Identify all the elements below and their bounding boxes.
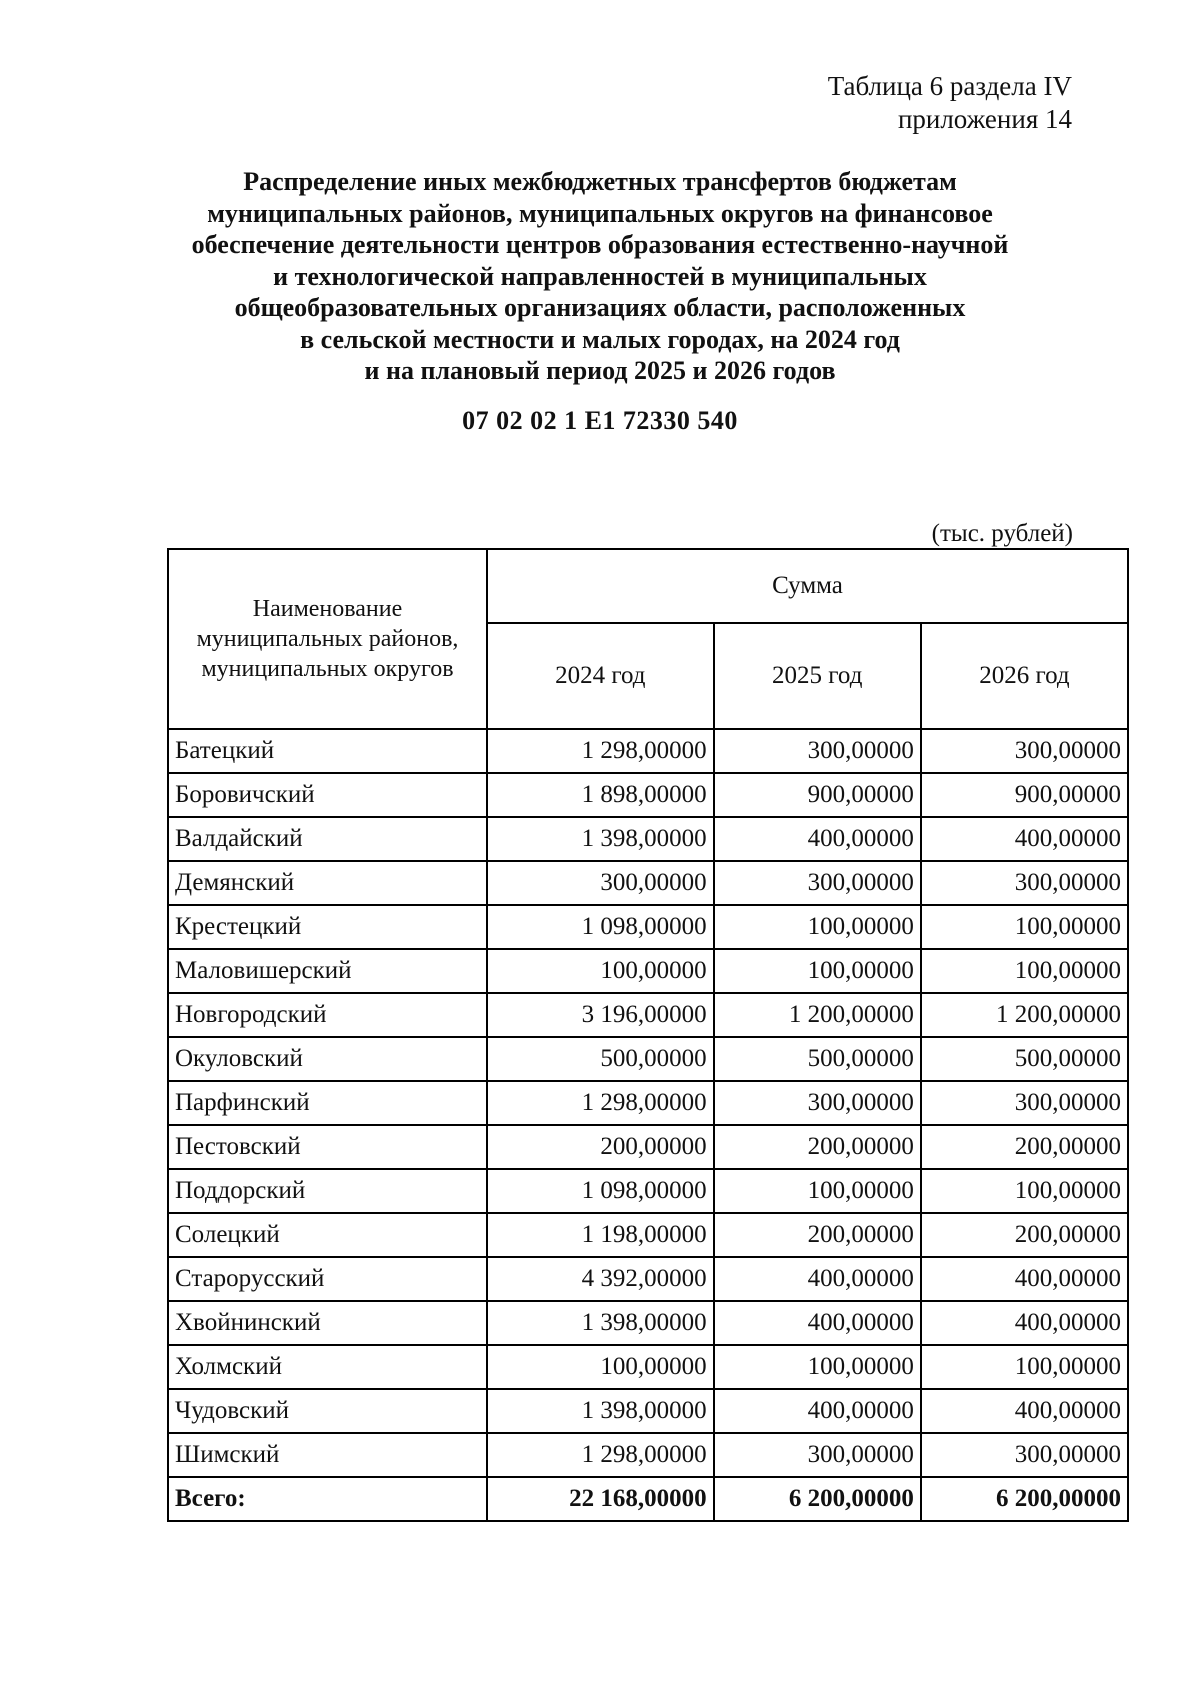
title-line: общеобразовательных организациях области, расположенных [234, 293, 966, 322]
municipality-name: Валдайский [168, 817, 487, 861]
table-row [168, 1433, 1128, 1477]
value-2026: 300,00000 [921, 1433, 1128, 1477]
value-2026: 400,00000 [921, 1389, 1128, 1433]
header-sum: Сумма [487, 549, 1128, 623]
value-2025: 400,00000 [714, 1389, 921, 1433]
value-2026: 100,00000 [921, 949, 1128, 993]
total-2025: 6 200,00000 [714, 1477, 921, 1521]
value-2026: 100,00000 [921, 1345, 1128, 1389]
value-2024: 200,00000 [487, 1125, 714, 1169]
table-row [168, 1213, 1128, 1257]
table-row [168, 729, 1128, 773]
value-2025: 1 200,00000 [714, 993, 921, 1037]
total-label: Всего: [168, 1477, 487, 1521]
value-2026: 500,00000 [921, 1037, 1128, 1081]
title-line: Распределение иных межбюджетных трансфертов бюджетам [243, 167, 957, 196]
value-2026: 300,00000 [921, 1081, 1128, 1125]
table-row [168, 1037, 1128, 1081]
municipality-name: Чудовский [168, 1389, 487, 1433]
value-2026: 100,00000 [921, 1169, 1128, 1213]
value-2024: 1 198,00000 [487, 1213, 714, 1257]
value-2025: 400,00000 [714, 1257, 921, 1301]
value-2024: 1 398,00000 [487, 1301, 714, 1345]
table-body [168, 729, 1128, 1521]
value-2025: 300,00000 [714, 1081, 921, 1125]
value-2024: 1 098,00000 [487, 1169, 714, 1213]
table-row [168, 1257, 1128, 1301]
value-2024: 1 398,00000 [487, 817, 714, 861]
municipality-name: Поддорский [168, 1169, 487, 1213]
value-2024: 100,00000 [487, 1345, 714, 1389]
municipality-name: Новгородский [168, 993, 487, 1037]
table-row [168, 817, 1128, 861]
value-2025: 200,00000 [714, 1125, 921, 1169]
value-2024: 3 196,00000 [487, 993, 714, 1037]
value-2024: 4 392,00000 [487, 1257, 714, 1301]
municipality-name: Пестовский [168, 1125, 487, 1169]
table-row [168, 1125, 1128, 1169]
municipality-name: Хвойнинский [168, 1301, 487, 1345]
title-line: муниципальных районов, муниципальных округов на финансовое [207, 198, 993, 228]
municipality-name: Демянский [168, 861, 487, 905]
municipality-name: Холмский [168, 1345, 487, 1389]
value-2025: 100,00000 [714, 949, 921, 993]
value-2025: 300,00000 [714, 861, 921, 905]
value-2026: 1 200,00000 [921, 993, 1128, 1037]
table-row [168, 1081, 1128, 1125]
value-2026: 300,00000 [921, 861, 1128, 905]
header-year-2025: 2025 год [714, 623, 921, 729]
municipality-name: Крестецкий [168, 905, 487, 949]
value-2024: 100,00000 [487, 949, 714, 993]
value-2026: 100,00000 [921, 905, 1128, 949]
municipality-name: Шимский [168, 1433, 487, 1477]
table-row [168, 1169, 1128, 1213]
total-2026: 6 200,00000 [921, 1477, 1128, 1521]
value-2025: 100,00000 [714, 1169, 921, 1213]
value-2026: 300,00000 [921, 729, 1128, 773]
municipality-name: Батецкий [168, 729, 487, 773]
value-2025: 500,00000 [714, 1037, 921, 1081]
title-line: и технологической направленностей в муниципальных [273, 261, 927, 291]
value-2025: 200,00000 [714, 1213, 921, 1257]
municipality-name: Маловишерский [168, 949, 487, 993]
table-row [168, 1345, 1128, 1389]
value-2025: 300,00000 [714, 729, 921, 773]
municipality-name: Боровичский [168, 773, 487, 817]
reference-line-2: приложения 14 [897, 104, 1072, 134]
table-row [168, 861, 1128, 905]
municipality-name: Старорусский [168, 1257, 487, 1301]
value-2024: 1 898,00000 [487, 773, 714, 817]
distribution-table [167, 548, 1129, 1522]
value-2026: 900,00000 [921, 773, 1128, 817]
value-2025: 400,00000 [714, 817, 921, 861]
total-row [168, 1477, 1128, 1521]
table-row [168, 949, 1128, 993]
document-title [150, 166, 1050, 387]
table-reference [828, 70, 1072, 136]
value-2024: 1 398,00000 [487, 1389, 714, 1433]
header-year-2026: 2026 год [921, 623, 1128, 729]
value-2024: 1 298,00000 [487, 729, 714, 773]
value-2024: 300,00000 [487, 861, 714, 905]
value-2026: 400,00000 [921, 817, 1128, 861]
value-2024: 1 298,00000 [487, 1433, 714, 1477]
header-year-2024: 2024 год [487, 623, 714, 729]
value-2026: 200,00000 [921, 1125, 1128, 1169]
value-2026: 200,00000 [921, 1213, 1128, 1257]
table-row [168, 1301, 1128, 1345]
reference-line-1: Таблица 6 раздела IV [827, 71, 1072, 101]
table-row [168, 1389, 1128, 1433]
title-line: обеспечение деятельности центров образования естественно-научной [191, 230, 1009, 259]
value-2024: 1 298,00000 [487, 1081, 714, 1125]
budget-classification-code: 07 02 02 1 E1 72330 540 [462, 406, 738, 435]
value-2024: 500,00000 [487, 1037, 714, 1081]
table-row [168, 993, 1128, 1037]
title-line: в сельской местности и малых городах, на 2024 год [300, 324, 900, 354]
total-2024: 22 168,00000 [487, 1477, 714, 1521]
municipality-name: Парфинский [168, 1081, 487, 1125]
value-2026: 400,00000 [921, 1257, 1128, 1301]
value-2024: 1 098,00000 [487, 905, 714, 949]
value-2025: 400,00000 [714, 1301, 921, 1345]
value-2025: 100,00000 [714, 1345, 921, 1389]
value-2025: 900,00000 [714, 773, 921, 817]
municipality-name: Солецкий [168, 1213, 487, 1257]
units-label: (тыс. рублей) [931, 520, 1073, 547]
value-2026: 400,00000 [921, 1301, 1128, 1345]
table-row [168, 773, 1128, 817]
header-municipality-name: Наименование муниципальных районов, муниципальных округов [168, 549, 487, 729]
municipality-name: Окуловский [168, 1037, 487, 1081]
value-2025: 100,00000 [714, 905, 921, 949]
table-row [168, 905, 1128, 949]
value-2025: 300,00000 [714, 1433, 921, 1477]
title-line: и на плановый период 2025 и 2026 годов [364, 356, 836, 385]
